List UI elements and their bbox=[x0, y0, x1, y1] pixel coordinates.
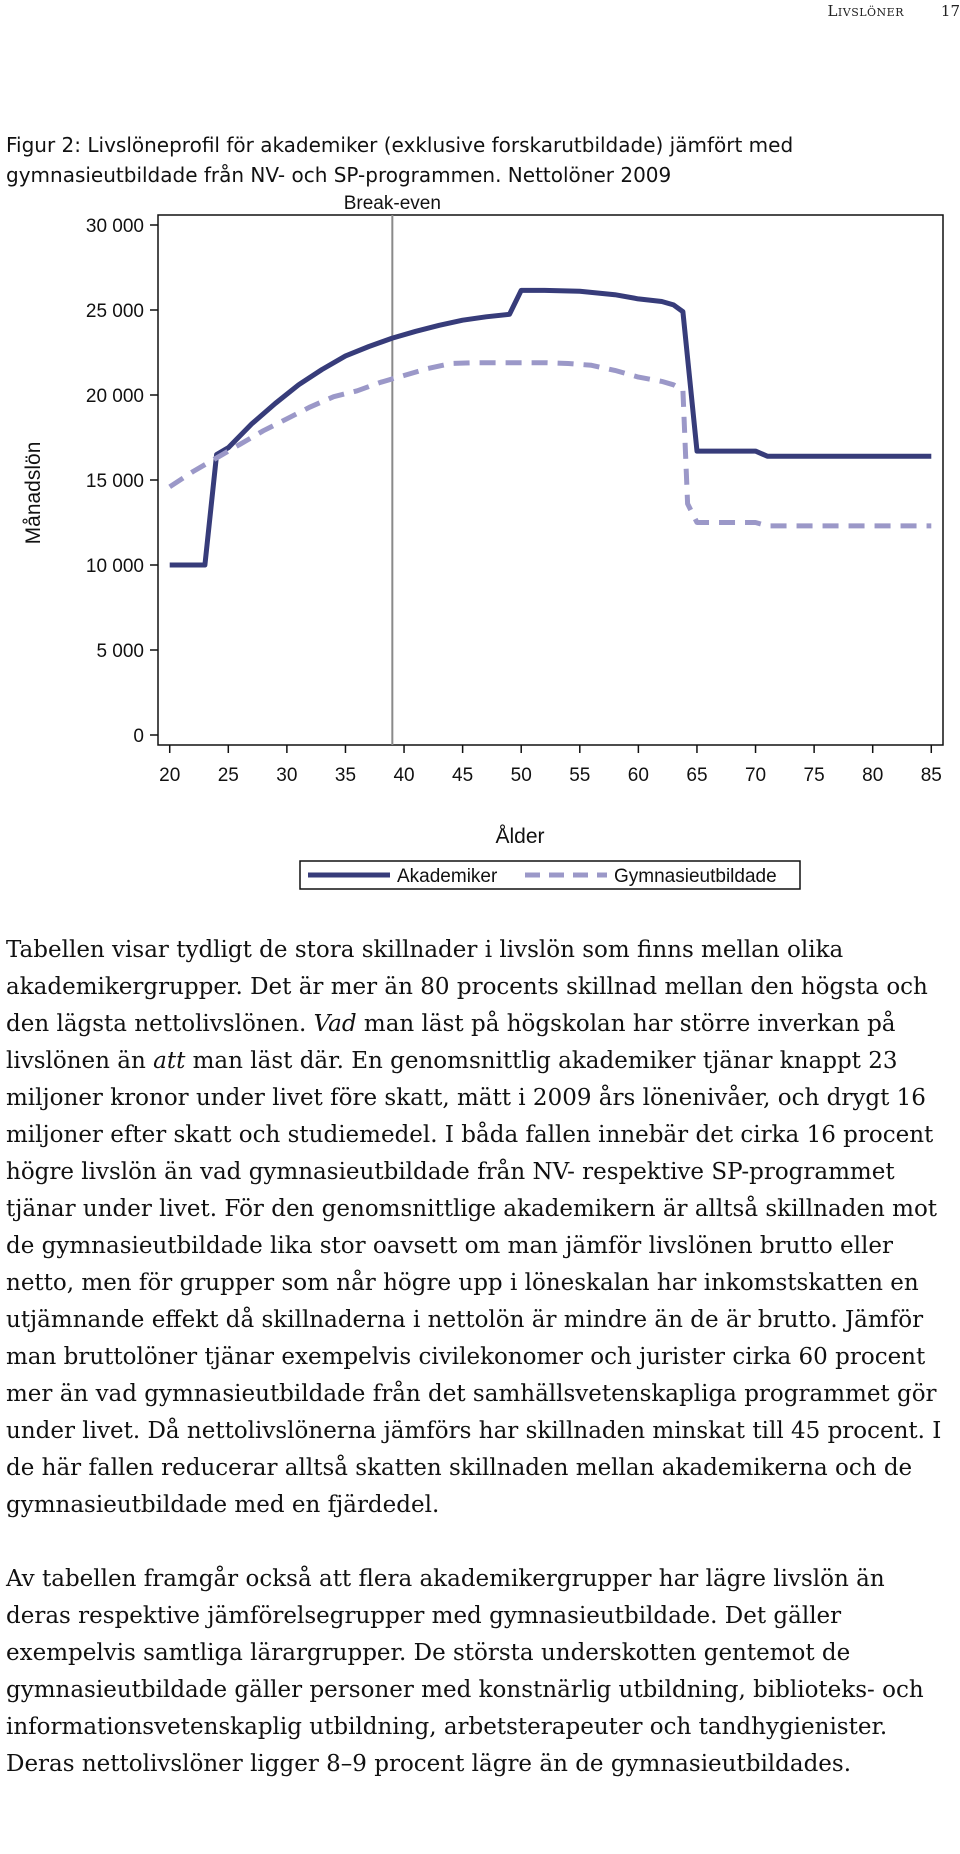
series-line-akademiker bbox=[170, 290, 932, 565]
legend-label-gymnasieutbildade: Gymnasieutbildade bbox=[614, 866, 777, 887]
x-tick-label: 45 bbox=[452, 765, 474, 786]
legend bbox=[300, 861, 800, 889]
x-axis-label: Ålder bbox=[495, 825, 545, 848]
x-tick-label: 85 bbox=[920, 765, 942, 786]
emphasis-vad: Vad bbox=[313, 1011, 357, 1037]
y-tick-label: 0 bbox=[133, 726, 144, 747]
x-tick-label: 80 bbox=[862, 765, 884, 786]
y-tick-label: 15 000 bbox=[85, 471, 144, 492]
figure-caption: Figur 2: Livslöneprofil för akademiker (exklusive forskarutbildade) jämfört med gymnasieutbildade från NV- och SP-programmen. Nettolöner 2009 bbox=[6, 133, 794, 187]
paragraph-1-part-a: Tabellen visar tydligt de stora skillnader i livslön som finns mellan olika akademikergrupper. Det är mer än 80 procents skillnad mellan den högsta och den lägsta nettolivslönen. bbox=[6, 937, 928, 1037]
paragraph-1-part-c: man läst där. En genomsnittlig akademiker tjänar knappt 23 miljoner kronor under livet före skatt, mätt i 2009 års lönenivåer, och drygt 16 miljoner efter skatt och studiemedel. I båda fallen innebär det cirka 16 procent högre livslön än vad gymnasieutbildade från NV- respektive SP-programmet tjänar under livet. För den genomsnittlige akademikern är alltså skillnaden mot de gymnasieutbildade lika stor oavsett om man jämför livslönen brutto eller netto, men för grupper som når högre upp i löneskalan har inkomstskatten en utjämnande effekt då skillnaderna i nettolön är mindre än de är brutto. Jämför man bruttolöner tjänar exempelvis civilekonomer och jurister cirka 60 procent mer än vad gymnasieutbildade från det samhällsvetenskapliga programmet gör under livet. Då nettolivslönerna jämförs har skillnaden minskat till 45 procent. I de här fallen reducerar alltså skatten skillnaden mellan akademikerna och de gymnasieutbildade med en fjärdedel. bbox=[6, 1048, 942, 1518]
plot-frame bbox=[158, 215, 943, 745]
y-tick-label: 25 000 bbox=[85, 301, 144, 322]
paragraph-2: Av tabellen framgår också att flera akademikergrupper har lägre livslön än deras respektive jämförelsegrupper med gymnasieutbildade. Det gäller exempelvis samtliga lärargrupper. De största underskotten gentemot de gymnasieutbildade gäller personer med konstnärlig utbildning, biblioteks- och informationsvetenskaplig utbildning, arbetsterapeuter och tandhygienister. Deras nettolivslöner ligger 8–9 procent lägre än de gymnasieutbildades. bbox=[6, 1566, 924, 1777]
paragraph-1-part-b: man läst på högskolan har större inverkan på livslönen än bbox=[6, 1011, 896, 1074]
y-tick-label: 30 000 bbox=[85, 216, 144, 237]
paragraph-1 bbox=[6, 932, 952, 1524]
x-tick-label: 35 bbox=[334, 765, 357, 786]
y-axis-label: Månadslön bbox=[22, 441, 45, 545]
x-tick-label: 55 bbox=[569, 765, 591, 786]
page-number: 17 bbox=[940, 2, 960, 20]
body-text bbox=[6, 932, 952, 1783]
series-line-gymnasieutbildade bbox=[170, 363, 932, 526]
emphasis-att: att bbox=[153, 1048, 186, 1074]
y-tick-label: 5 000 bbox=[96, 641, 144, 662]
x-tick-label: 65 bbox=[686, 765, 708, 786]
x-tick-label: 40 bbox=[393, 765, 415, 786]
break-even-label: Break-even bbox=[343, 195, 441, 214]
x-tick-label: 25 bbox=[217, 765, 239, 786]
x-tick-label: 20 bbox=[159, 765, 181, 786]
x-tick-label: 60 bbox=[627, 765, 649, 786]
running-head-title: Livslöner bbox=[827, 2, 904, 20]
line-chart bbox=[0, 195, 960, 895]
chart-series bbox=[170, 290, 932, 565]
x-tick-label: 70 bbox=[744, 765, 767, 786]
x-tick-label: 75 bbox=[803, 765, 825, 786]
legend-label-akademiker: Akademiker bbox=[397, 866, 498, 887]
y-tick-label: 20 000 bbox=[85, 386, 144, 407]
chart-frame bbox=[158, 215, 943, 745]
x-tick-label: 50 bbox=[510, 765, 532, 786]
x-tick-label: 30 bbox=[276, 765, 298, 786]
y-tick-label: 10 000 bbox=[85, 556, 144, 577]
